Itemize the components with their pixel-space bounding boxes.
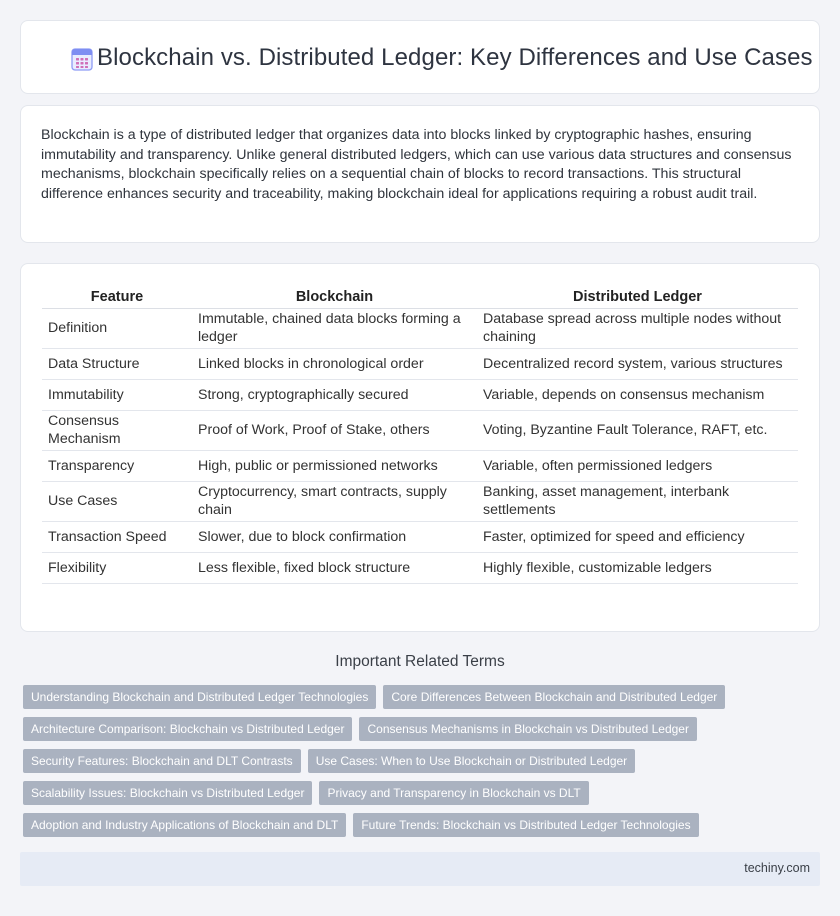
related-term-link[interactable]: Understanding Blockchain and Distributed Ledger Technologies xyxy=(23,685,376,709)
tag-row xyxy=(23,685,803,709)
table-cell: Use Cases xyxy=(42,481,192,521)
related-term-link[interactable]: Core Differences Between Blockchain and Distributed Ledger xyxy=(383,685,725,709)
tag-row xyxy=(23,749,803,773)
table-cell: Database spread across multiple nodes without chaining xyxy=(477,308,798,348)
related-term-link[interactable]: Security Features: Blockchain and DLT Contrasts xyxy=(23,749,301,773)
related-term-link[interactable]: Future Trends: Blockchain vs Distributed Ledger Technologies xyxy=(353,813,698,837)
tag-row xyxy=(23,781,803,805)
header-blockchain: Blockchain xyxy=(192,286,477,308)
table-row xyxy=(42,450,798,481)
table-cell: Data Structure xyxy=(42,348,192,379)
table-cell: Less flexible, fixed block structure xyxy=(192,552,477,583)
table-row xyxy=(42,348,798,379)
related-term-link[interactable]: Adoption and Industry Applications of Blockchain and DLT xyxy=(23,813,346,837)
related-term-link[interactable]: Privacy and Transparency in Blockchain vs DLT xyxy=(319,781,588,805)
table-row xyxy=(42,521,798,552)
related-terms-list xyxy=(23,685,803,845)
table-cell: Transparency xyxy=(42,450,192,481)
table-row xyxy=(42,379,798,410)
related-terms-title: Important Related Terms xyxy=(335,653,505,670)
table-cell: Decentralized record system, various structures xyxy=(477,348,798,379)
table-cell: Linked blocks in chronological order xyxy=(192,348,477,379)
calculator-icon xyxy=(69,46,95,72)
table-cell: Faster, optimized for speed and efficiency xyxy=(477,521,798,552)
table-cell: Strong, cryptographically secured xyxy=(192,379,477,410)
table-cell: Immutability xyxy=(42,379,192,410)
comparison-table-card xyxy=(20,263,820,632)
table-row xyxy=(42,308,798,348)
tag-row xyxy=(23,717,803,741)
comparison-table xyxy=(42,286,798,584)
table-cell: High, public or permissioned networks xyxy=(192,450,477,481)
table-cell: Highly flexible, customizable ledgers xyxy=(477,552,798,583)
table-cell: Flexibility xyxy=(42,552,192,583)
related-term-link[interactable]: Use Cases: When to Use Blockchain or Distributed Ledger xyxy=(308,749,635,773)
page-title: Blockchain vs. Distributed Ledger: Key Differences and Use Cases xyxy=(97,44,813,71)
table-cell: Voting, Byzantine Fault Tolerance, RAFT, etc. xyxy=(477,410,798,450)
table-cell: Consensus Mechanism xyxy=(42,410,192,450)
table-cell: Variable, depends on consensus mechanism xyxy=(477,379,798,410)
table-row xyxy=(42,410,798,450)
header-card xyxy=(20,20,820,94)
intro-paragraph: Blockchain is a type of distributed ledger that organizes data into blocks linked by cryptographic hashes, ensuring immutability and transparency. Unlike general distributed ledgers, which can use various data structures and consensus mechanisms, blockchain specifically relies on a sequential chain of blocks to record transactions. This structural difference enhances security and traceability, making blockchain ideal for applications requiring a robust audit trail. xyxy=(41,127,792,202)
table-cell: Immutable, chained data blocks forming a ledger xyxy=(192,308,477,348)
table-cell: Slower, due to block confirmation xyxy=(192,521,477,552)
header-distributed-ledger: Distributed Ledger xyxy=(477,286,798,308)
footer xyxy=(20,852,820,886)
related-term-link[interactable]: Scalability Issues: Blockchain vs Distributed Ledger xyxy=(23,781,312,805)
table-header-row xyxy=(42,286,798,308)
related-term-link[interactable]: Consensus Mechanisms in Blockchain vs Distributed Ledger xyxy=(359,717,697,741)
table-cell: Variable, often permissioned ledgers xyxy=(477,450,798,481)
table-cell: Transaction Speed xyxy=(42,521,192,552)
table-cell: Definition xyxy=(42,308,192,348)
table-cell: Cryptocurrency, smart contracts, supply chain xyxy=(192,481,477,521)
related-term-link[interactable]: Architecture Comparison: Blockchain vs Distributed Ledger xyxy=(23,717,352,741)
tag-row xyxy=(23,813,803,837)
table-cell: Banking, asset management, interbank settlements xyxy=(477,481,798,521)
table-cell: Proof of Work, Proof of Stake, others xyxy=(192,410,477,450)
table-row xyxy=(42,552,798,583)
table-row xyxy=(42,481,798,521)
header-feature: Feature xyxy=(42,286,192,308)
intro-card xyxy=(20,105,820,243)
footer-brand: techiny.com xyxy=(744,861,810,875)
